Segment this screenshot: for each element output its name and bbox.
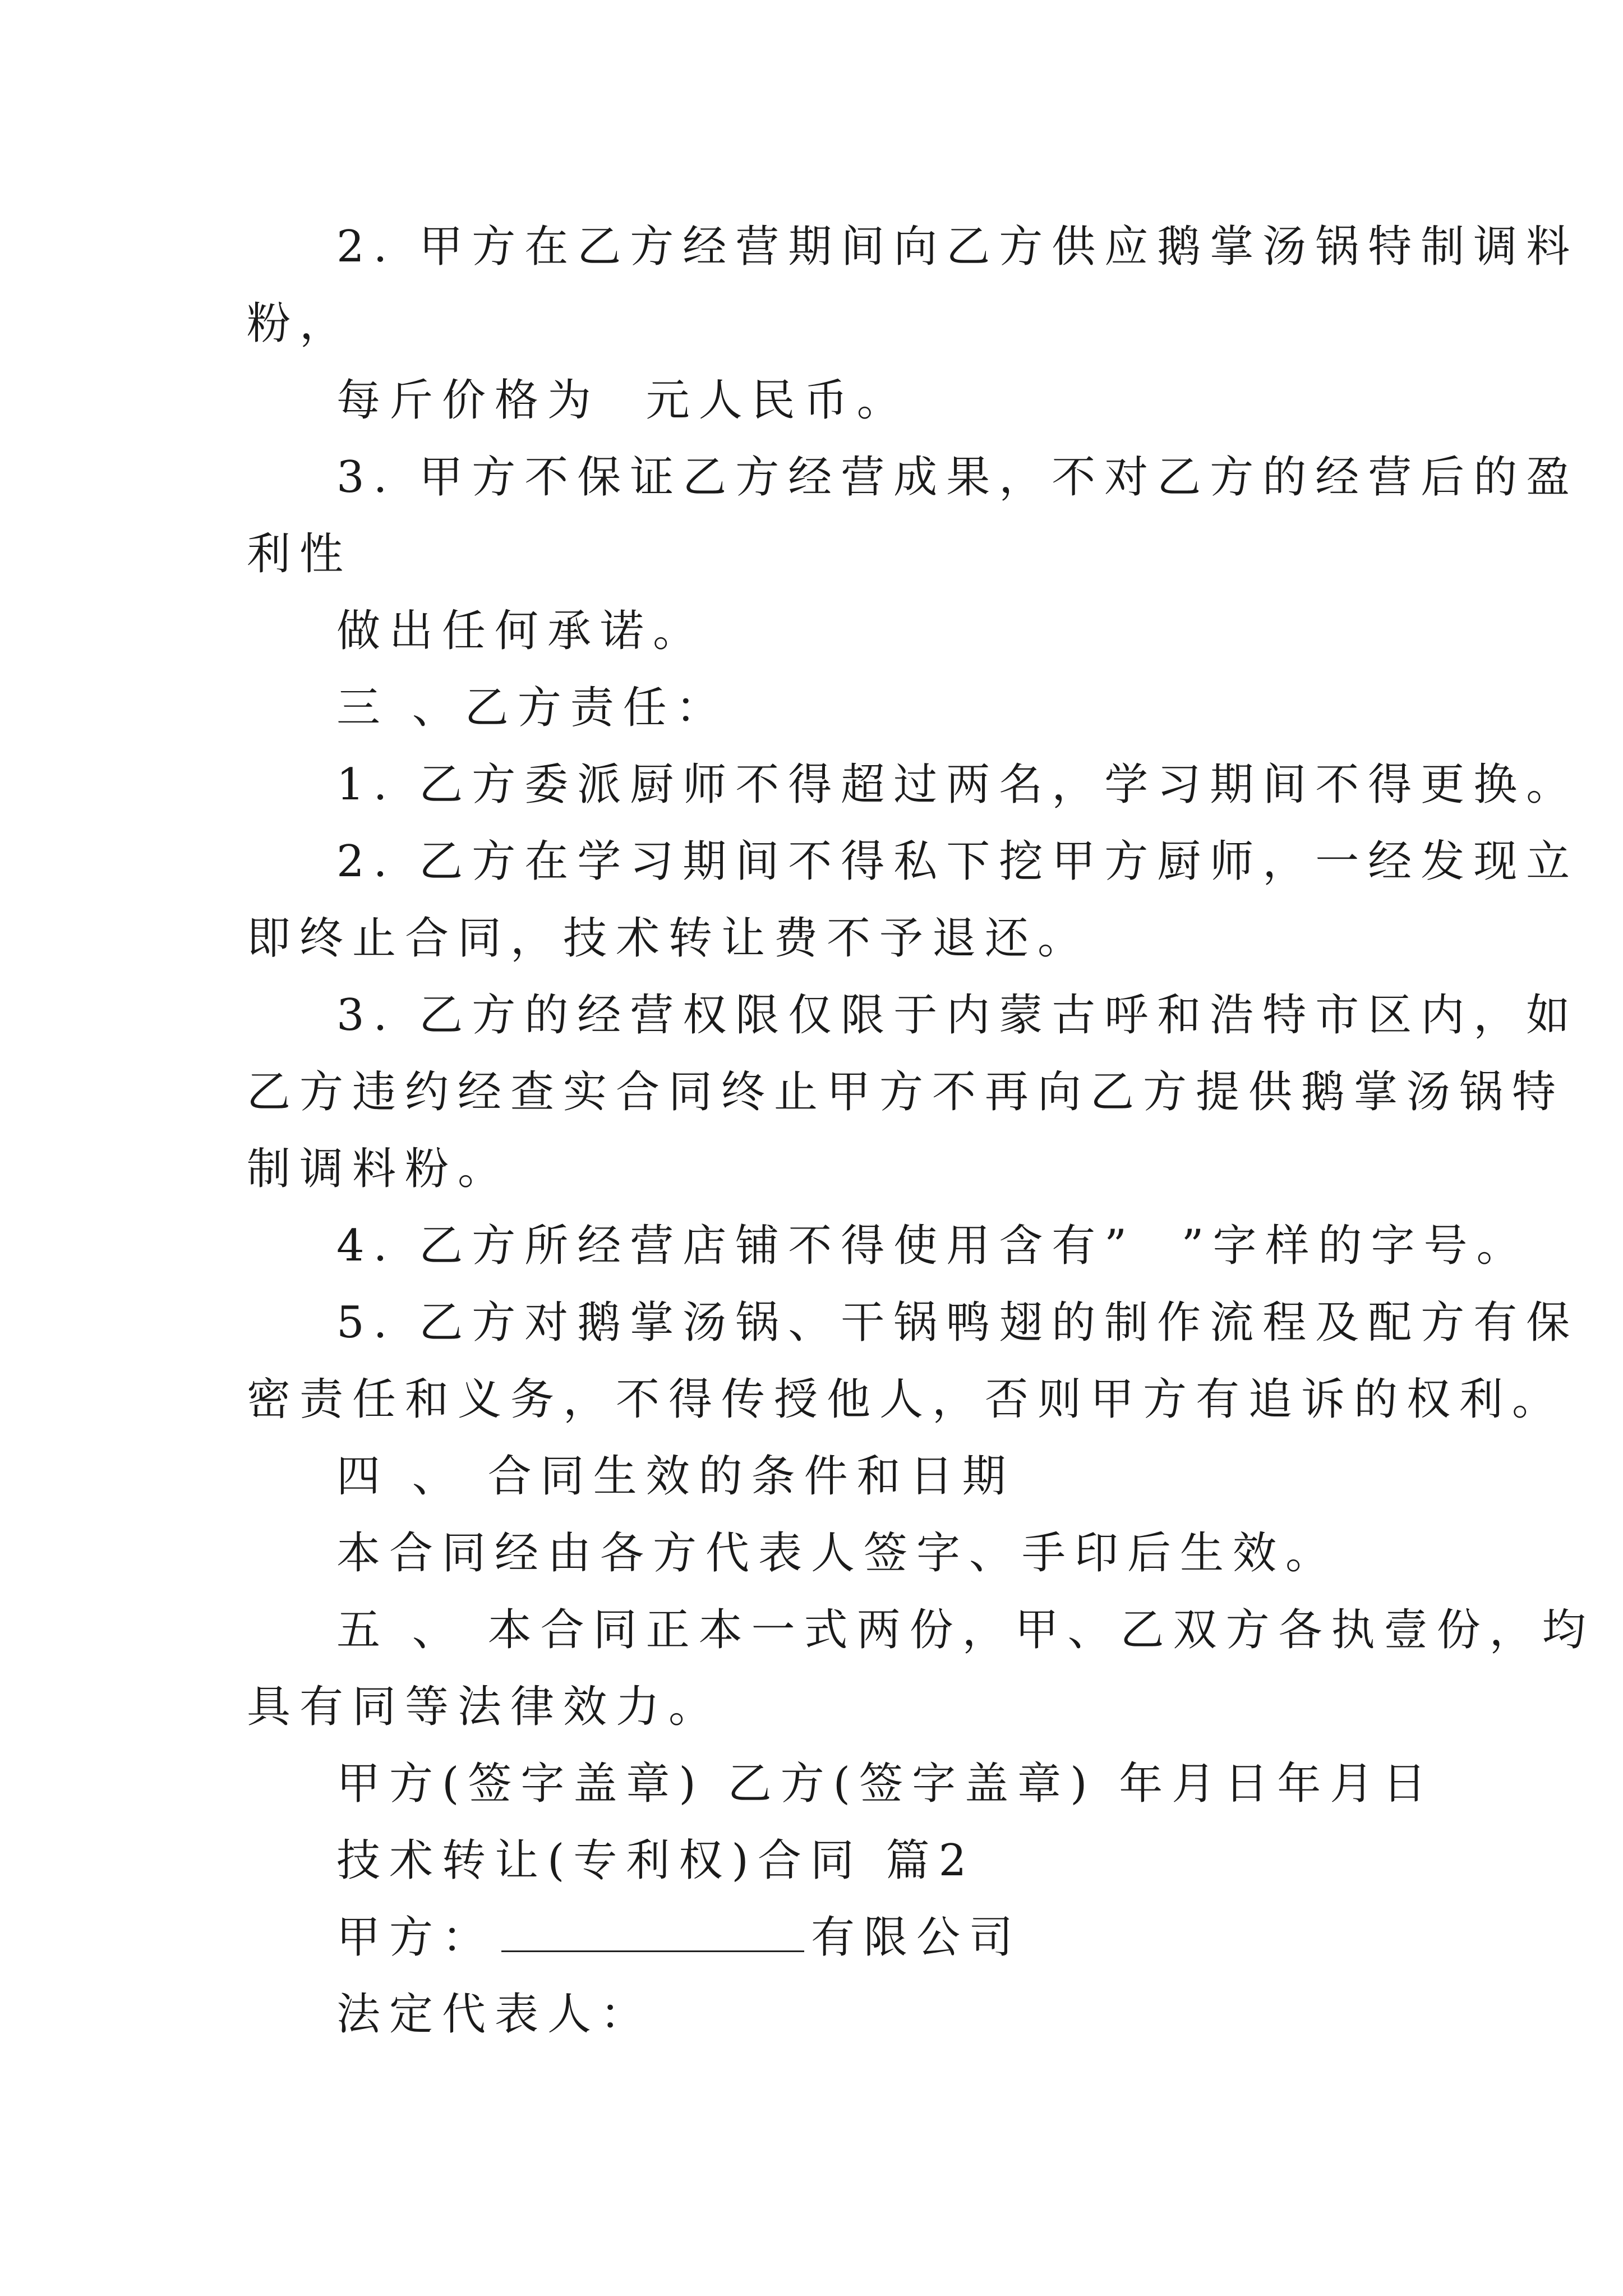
- b-clause-5-line-1: 5. 乙方对鹅掌汤锅、干锅鸭翅的制作流程及配方有保: [336, 1297, 1579, 1348]
- price-line: 每斤价格为 元人民币。: [336, 375, 910, 426]
- legal-rep-line: 法定代表人：: [336, 1989, 653, 2040]
- section-4-heading: 四 、 合同生效的条件和日期: [336, 1451, 1015, 1502]
- b-clause-3-line-3: 制调料粉。: [247, 1144, 511, 1194]
- section-5-line-2: 具有同等法律效力。: [247, 1682, 722, 1732]
- b-clause-2-line-1: 2. 乙方在学习期间不得私下挖甲方厨师，一经发现立: [336, 836, 1579, 887]
- b-clause-5-line-2: 密责任和义务，不得传授他人，否则甲方有追诉的权利。: [247, 1374, 1565, 1425]
- b-clause-3-line-2: 乙方违约经查实合同终止甲方不再向乙方提供鹅掌汤锅特: [247, 1067, 1565, 1117]
- clause-3-line-1: 3. 甲方不保证乙方经营成果，不对乙方的经营后的盈: [336, 452, 1579, 503]
- signature-line: 甲方(签字盖章) 乙方(签字盖章) 年月日年月日: [336, 1759, 1436, 1809]
- party-a-suffix: 有限公司: [811, 1912, 1022, 1963]
- b-clause-4: 4. 乙方所经营店铺不得使用含有” ”字样的字号。: [336, 1221, 1529, 1271]
- clause-3-line-2: 利性: [247, 529, 353, 579]
- contract-2-title: 技术转让(专利权)合同 篇2: [336, 1835, 976, 1886]
- effect-line: 本合同经由各方代表人签字、手印后生效。: [336, 1528, 1339, 1579]
- section-5-line-1: 五 、 本合同正本一式两份，甲、乙双方各执壹份，均: [336, 1605, 1595, 1655]
- b-clause-2-line-2: 即终止合同，技术转让费不予退还。: [247, 913, 1091, 964]
- section-3-heading: 三 、乙方责任：: [336, 683, 728, 733]
- party-a-label: 甲方：: [336, 1912, 495, 1963]
- party-a-line: [336, 1910, 1022, 1966]
- party-a-blank: [501, 1950, 804, 1952]
- b-clause-1: 1. 乙方委派厨师不得超过两名，学习期间不得更换。: [336, 760, 1579, 810]
- b-clause-3-line-1: 3. 乙方的经营权限仅限于内蒙古呼和浩特市区内，如: [336, 990, 1579, 1041]
- clause-2-line-2: 粉，: [247, 298, 353, 349]
- promise-line: 做出任何承诺。: [336, 606, 706, 656]
- clause-2-line-1: 2. 甲方在乙方经营期间向乙方供应鹅掌汤锅特制调料: [336, 222, 1579, 272]
